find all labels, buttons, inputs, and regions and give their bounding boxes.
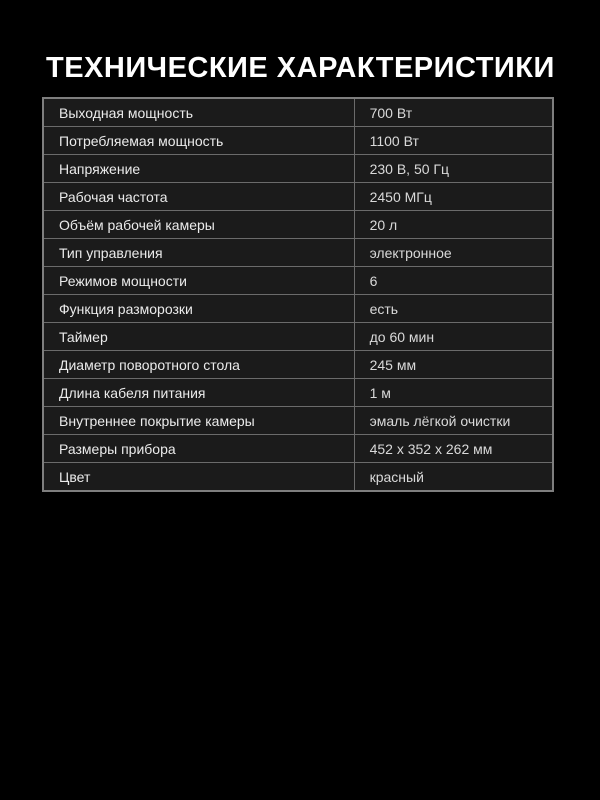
spec-value: 700 Вт: [354, 98, 553, 127]
table-row: [43, 435, 553, 463]
spec-label: Функция разморозки: [43, 295, 354, 323]
table-row: [43, 463, 553, 492]
table-row: [43, 295, 553, 323]
spec-value: 1100 Вт: [354, 127, 553, 155]
spec-value: 6: [354, 267, 553, 295]
spec-label: Длина кабеля питания: [43, 379, 354, 407]
spec-label: Цвет: [43, 463, 354, 492]
spec-label: Диаметр поворотного стола: [43, 351, 354, 379]
spec-value: 1 м: [354, 379, 553, 407]
spec-value: 245 мм: [354, 351, 553, 379]
spec-label: Объём рабочей камеры: [43, 211, 354, 239]
table-row: [43, 239, 553, 267]
spec-value: эмаль лёгкой очистки: [354, 407, 553, 435]
spec-value: есть: [354, 295, 553, 323]
spec-value: до 60 мин: [354, 323, 553, 351]
table-row: [43, 267, 553, 295]
spec-label: Рабочая частота: [43, 183, 354, 211]
table-row: [43, 351, 553, 379]
table-row: [43, 155, 553, 183]
spec-value: электронное: [354, 239, 553, 267]
table-row: [43, 407, 553, 435]
table-row: [43, 183, 553, 211]
spec-label: Тип управления: [43, 239, 354, 267]
spec-value: 452 x 352 x 262 мм: [354, 435, 553, 463]
spec-label: Внутреннее покрытие камеры: [43, 407, 354, 435]
spec-label: Размеры прибора: [43, 435, 354, 463]
table-row: [43, 98, 553, 127]
spec-label: Таймер: [43, 323, 354, 351]
spec-label: Выходная мощность: [43, 98, 354, 127]
table-row: [43, 379, 553, 407]
spec-label: Режимов мощности: [43, 267, 354, 295]
table-row: [43, 323, 553, 351]
table-row: [43, 211, 553, 239]
page-title: ТЕХНИЧЕСКИЕ ХАРАКТЕРИСТИКИ: [46, 52, 555, 85]
spec-label: Потребляемая мощность: [43, 127, 354, 155]
spec-value: 20 л: [354, 211, 553, 239]
spec-value: 2450 МГц: [354, 183, 553, 211]
spec-label: Напряжение: [43, 155, 354, 183]
spec-value: 230 В, 50 Гц: [354, 155, 553, 183]
table-row: [43, 127, 553, 155]
spec-value: красный: [354, 463, 553, 492]
spec-table: [42, 97, 554, 492]
